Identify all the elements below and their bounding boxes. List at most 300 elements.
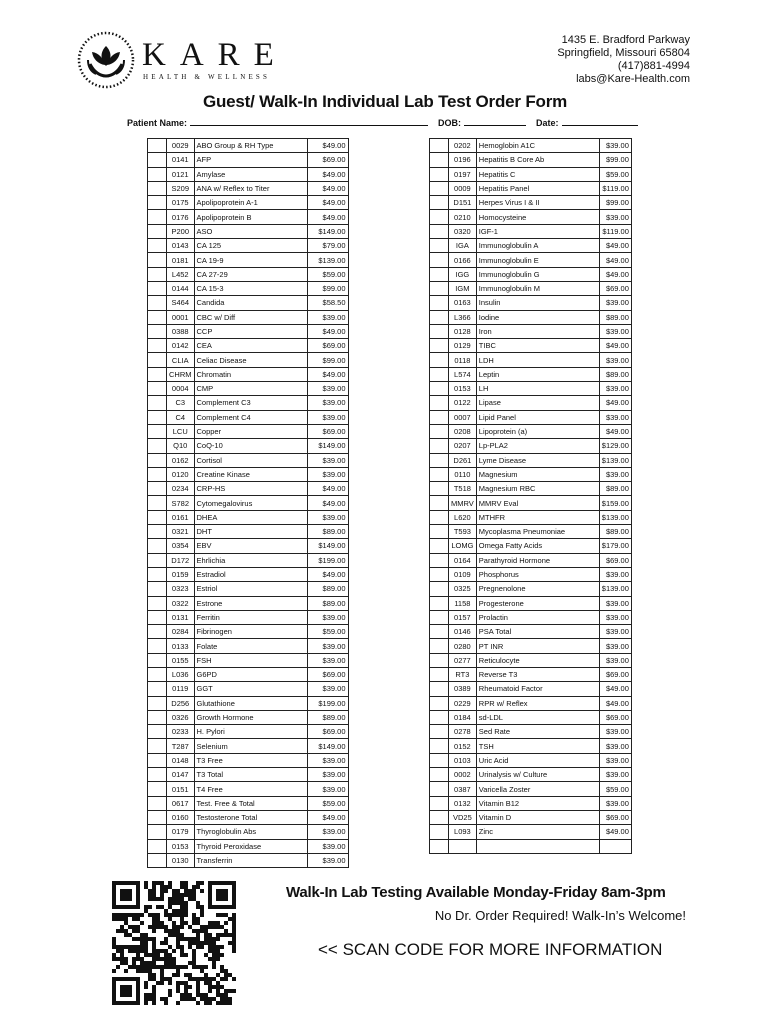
test-row [148,539,349,553]
test-name: Fibrinogen [194,625,307,639]
test-checkbox[interactable] [148,768,167,782]
test-checkbox[interactable] [430,610,449,624]
test-price: $49.00 [599,396,631,410]
test-name: DHEA [194,510,307,524]
test-price: $39.00 [599,768,631,782]
test-checkbox[interactable] [148,396,167,410]
test-price: $49.00 [599,682,631,696]
test-checkbox[interactable] [430,710,449,724]
test-checkbox[interactable] [148,253,167,267]
test-checkbox[interactable] [430,210,449,224]
test-row [430,396,632,410]
test-checkbox[interactable] [430,625,449,639]
test-row [148,382,349,396]
test-checkbox[interactable] [430,768,449,782]
test-name: Complement C4 [194,410,307,424]
test-name: Hemoglobin A1C [476,139,599,153]
test-price [599,839,631,853]
patient-name-field[interactable] [190,118,428,126]
test-code: 0163 [449,296,477,310]
test-price: $49.00 [599,696,631,710]
test-checkbox[interactable] [148,739,167,753]
test-row [148,782,349,796]
test-checkbox[interactable] [148,410,167,424]
test-row [148,510,349,524]
test-code: 0196 [449,153,477,167]
test-name: Hepatitis B Core Ab [476,153,599,167]
test-price: $59.00 [599,167,631,181]
test-code: 0323 [167,582,195,596]
test-row [148,424,349,438]
test-row [430,610,632,624]
test-checkbox[interactable] [148,539,167,553]
test-price: $39.00 [599,382,631,396]
test-price: $99.00 [307,281,348,295]
test-price: $49.00 [307,367,348,381]
test-row [148,810,349,824]
test-checkbox[interactable] [148,496,167,510]
test-name: LH [476,382,599,396]
test-name: Amylase [194,167,307,181]
test-name: CA 19-9 [194,253,307,267]
test-checkbox[interactable] [430,782,449,796]
test-row [430,525,632,539]
test-code [449,839,477,853]
test-price: $89.00 [599,525,631,539]
email-address: labs@Kare-Health.com [576,73,690,85]
test-checkbox[interactable] [148,439,167,453]
test-price: $39.00 [307,839,348,853]
test-checkbox[interactable] [148,596,167,610]
test-name: CMP [194,382,307,396]
test-price: $69.00 [307,153,348,167]
test-name: Insulin [476,296,599,310]
test-row [430,768,632,782]
qr-code[interactable] [112,880,236,1006]
test-code: 0151 [167,782,195,796]
test-checkbox[interactable] [430,224,449,238]
test-row [148,610,349,624]
test-code: 0120 [167,467,195,481]
test-price: $59.00 [307,796,348,810]
test-price: $149.00 [307,439,348,453]
test-name: Growth Hormone [194,710,307,724]
lotus-hands-icon [76,30,136,90]
test-checkbox[interactable] [148,424,167,438]
test-price: $129.00 [599,439,631,453]
test-checkbox[interactable] [430,181,449,195]
test-row [148,553,349,567]
test-checkbox[interactable] [430,410,449,424]
test-checkbox[interactable] [148,467,167,481]
test-name: Parathyroid Hormone [476,553,599,567]
test-row [148,167,349,181]
test-row [148,296,349,310]
test-price: $49.00 [307,181,348,195]
dob-label: DOB: [438,118,462,128]
test-checkbox[interactable] [148,324,167,338]
test-price: $49.00 [307,210,348,224]
test-row [148,839,349,853]
test-price: $99.00 [599,153,631,167]
test-checkbox[interactable] [148,239,167,253]
test-code: S782 [167,496,195,510]
test-price: $39.00 [599,796,631,810]
test-row [148,396,349,410]
test-row [148,267,349,281]
test-row [148,710,349,724]
test-code: 0280 [449,639,477,653]
test-name: Creatine Kinase [194,467,307,481]
test-checkbox[interactable] [148,553,167,567]
test-name: FSH [194,653,307,667]
test-code: 0207 [449,439,477,453]
test-price: $39.00 [599,139,631,153]
test-code: 0202 [449,139,477,153]
test-code: 1158 [449,596,477,610]
test-checkbox[interactable] [148,382,167,396]
test-name: Test. Free & Total [194,796,307,810]
test-checkbox[interactable] [148,167,167,181]
test-price: $89.00 [599,367,631,381]
test-name: Uric Acid [476,753,599,767]
test-price: $49.00 [599,339,631,353]
test-price: $49.00 [599,253,631,267]
test-row [430,753,632,767]
test-name: Celiac Disease [194,353,307,367]
test-checkbox[interactable] [148,782,167,796]
test-code: 0133 [167,639,195,653]
test-name: Ferritin [194,610,307,624]
test-checkbox[interactable] [430,525,449,539]
test-row [148,310,349,324]
test-row [430,825,632,839]
test-price: $199.00 [307,696,348,710]
test-checkbox[interactable] [148,682,167,696]
test-checkbox[interactable] [430,682,449,696]
test-code: S209 [167,181,195,195]
test-name: CA 125 [194,239,307,253]
test-row [148,825,349,839]
test-checkbox[interactable] [148,510,167,524]
test-name: Lyme Disease [476,453,599,467]
dob-field[interactable] [464,118,526,126]
test-name: ASO [194,224,307,238]
test-checkbox[interactable] [148,181,167,195]
test-checkbox[interactable] [430,396,449,410]
test-code: VD25 [449,810,477,824]
test-row [430,582,632,596]
test-checkbox[interactable] [430,810,449,824]
test-name: Omega Fatty Acids [476,539,599,553]
test-checkbox[interactable] [430,667,449,681]
test-name: Folate [194,639,307,653]
test-price: $39.00 [307,768,348,782]
test-checkbox[interactable] [430,267,449,281]
test-code: 0387 [449,782,477,796]
test-checkbox[interactable] [430,582,449,596]
test-checkbox[interactable] [148,653,167,667]
test-checkbox[interactable] [430,239,449,253]
test-checkbox[interactable] [148,224,167,238]
test-checkbox[interactable] [148,582,167,596]
test-code: 0161 [167,510,195,524]
test-code: 0277 [449,653,477,667]
test-row [148,525,349,539]
test-name: Reticulocyte [476,653,599,667]
test-checkbox[interactable] [430,753,449,767]
test-name: Apolipoprotein A-1 [194,196,307,210]
test-checkbox[interactable] [430,496,449,510]
test-checkbox[interactable] [148,639,167,653]
test-checkbox[interactable] [430,453,449,467]
test-name: Rheumatoid Factor [476,682,599,696]
test-name: Hepatitis Panel [476,181,599,195]
test-checkbox[interactable] [148,353,167,367]
test-checkbox[interactable] [148,610,167,624]
test-code: 0162 [167,453,195,467]
test-checkbox[interactable] [148,696,167,710]
test-price: $39.00 [307,467,348,481]
test-code: 0001 [167,310,195,324]
test-checkbox[interactable] [148,339,167,353]
test-code: 0002 [449,768,477,782]
test-price: $89.00 [307,582,348,596]
test-checkbox[interactable] [148,196,167,210]
test-price: $39.00 [307,453,348,467]
test-code: 0388 [167,324,195,338]
test-checkbox[interactable] [430,310,449,324]
test-row [148,253,349,267]
test-checkbox[interactable] [148,267,167,281]
test-checkbox[interactable] [430,696,449,710]
test-checkbox[interactable] [430,796,449,810]
test-checkbox[interactable] [148,839,167,853]
test-code: 0181 [167,253,195,267]
test-checkbox[interactable] [148,296,167,310]
test-code: 0176 [167,210,195,224]
test-name: PSA Total [476,625,599,639]
test-checkbox[interactable] [430,167,449,181]
test-checkbox[interactable] [148,310,167,324]
test-price: $99.00 [599,196,631,210]
test-checkbox[interactable] [430,482,449,496]
test-checkbox[interactable] [148,210,167,224]
test-checkbox[interactable] [430,825,449,839]
test-row [148,567,349,581]
test-code: 0322 [167,596,195,610]
test-checkbox[interactable] [430,253,449,267]
test-checkbox[interactable] [430,196,449,210]
test-name: Cytomegalovirus [194,496,307,510]
test-checkbox[interactable] [430,367,449,381]
test-name: Cortisol [194,453,307,467]
test-checkbox[interactable] [430,839,449,853]
test-checkbox[interactable] [430,596,449,610]
test-code: 0004 [167,382,195,396]
test-price: $49.00 [599,239,631,253]
test-price: $49.00 [307,196,348,210]
test-row [148,768,349,782]
test-name: Herpes Virus I & II [476,196,599,210]
test-checkbox[interactable] [148,139,167,153]
test-price: $99.00 [307,353,348,367]
test-price: $39.00 [599,739,631,753]
test-code: 0118 [449,353,477,367]
test-name: Estriol [194,582,307,596]
test-row [148,753,349,767]
test-name: EBV [194,539,307,553]
test-price: $199.00 [307,553,348,567]
test-row [430,139,632,153]
test-checkbox[interactable] [430,324,449,338]
test-checkbox[interactable] [430,639,449,653]
test-row [148,210,349,224]
test-code: 0144 [167,281,195,295]
test-checkbox[interactable] [148,453,167,467]
test-row [148,453,349,467]
test-checkbox[interactable] [430,296,449,310]
test-price: $39.00 [599,596,631,610]
test-checkbox[interactable] [430,382,449,396]
test-price: $39.00 [599,296,631,310]
test-row [430,496,632,510]
test-name: Progesterone [476,596,599,610]
test-checkbox[interactable] [148,667,167,681]
test-checkbox[interactable] [148,796,167,810]
test-price: $39.00 [307,639,348,653]
test-name: Vitamin D [476,810,599,824]
test-row [430,367,632,381]
test-price: $69.00 [599,553,631,567]
test-row [148,639,349,653]
test-price: $39.00 [307,782,348,796]
test-checkbox[interactable] [430,739,449,753]
test-checkbox[interactable] [430,725,449,739]
test-price: $39.00 [307,853,348,867]
test-checkbox[interactable] [148,153,167,167]
test-code: 0234 [167,482,195,496]
test-price: $49.00 [307,482,348,496]
test-code: 0007 [449,410,477,424]
test-code: 0153 [449,382,477,396]
test-checkbox[interactable] [148,825,167,839]
test-checkbox[interactable] [148,567,167,581]
test-name: sd-LDL [476,710,599,724]
test-price: $39.00 [307,310,348,324]
test-checkbox[interactable] [430,353,449,367]
test-name: IGF-1 [476,224,599,238]
test-price: $49.00 [307,567,348,581]
test-checkbox[interactable] [430,653,449,667]
test-checkbox[interactable] [148,810,167,824]
test-code: 0148 [167,753,195,767]
test-code: T287 [167,739,195,753]
test-checkbox[interactable] [148,853,167,867]
test-checkbox[interactable] [430,553,449,567]
test-code: LCU [167,424,195,438]
test-name: T3 Free [194,753,307,767]
test-name: Estrone [194,596,307,610]
test-checkbox[interactable] [430,539,449,553]
test-code: 0128 [449,324,477,338]
test-code: D256 [167,696,195,710]
test-code: 0129 [449,339,477,353]
test-checkbox[interactable] [430,339,449,353]
test-checkbox[interactable] [430,153,449,167]
test-name: Lipase [476,396,599,410]
test-price: $39.00 [307,510,348,524]
kare-logo [76,30,288,90]
test-code: 0179 [167,825,195,839]
test-row [430,482,632,496]
test-checkbox[interactable] [430,467,449,481]
test-row [148,467,349,481]
test-checkbox[interactable] [430,424,449,438]
test-checkbox[interactable] [430,139,449,153]
test-row [148,682,349,696]
phone-number: (417)881-4994 [617,60,690,72]
test-code: CHRM [167,367,195,381]
test-price: $139.00 [599,453,631,467]
test-row [148,625,349,639]
test-price: $89.00 [599,310,631,324]
test-name: Glutathione [194,696,307,710]
test-code: IGG [449,267,477,281]
test-checkbox[interactable] [148,710,167,724]
test-checkbox[interactable] [148,725,167,739]
test-checkbox[interactable] [148,753,167,767]
test-code: 0142 [167,339,195,353]
test-row [148,653,349,667]
test-code: RT3 [449,667,477,681]
test-row [148,339,349,353]
test-row [430,382,632,396]
date-field[interactable] [562,118,638,126]
test-price: $39.00 [599,653,631,667]
test-checkbox[interactable] [430,567,449,581]
test-row [148,853,349,867]
test-checkbox[interactable] [430,510,449,524]
test-checkbox[interactable] [430,439,449,453]
test-name: DHT [194,525,307,539]
test-price: $49.00 [599,424,631,438]
test-name: CRP-HS [194,482,307,496]
test-code: 0160 [167,810,195,824]
test-price: $39.00 [599,625,631,639]
test-row [430,439,632,453]
test-row [430,839,632,853]
test-price: $58.50 [307,296,348,310]
test-checkbox[interactable] [148,525,167,539]
date-label: Date: [536,118,559,128]
contact-block [557,34,690,86]
test-checkbox[interactable] [148,482,167,496]
test-row [148,153,349,167]
test-row [430,224,632,238]
test-code: 0184 [449,710,477,724]
test-name: Transferrin [194,853,307,867]
test-code: 0009 [449,181,477,195]
test-checkbox[interactable] [148,281,167,295]
test-checkbox[interactable] [430,281,449,295]
test-code: 0617 [167,796,195,810]
test-checkbox[interactable] [148,367,167,381]
test-checkbox[interactable] [148,625,167,639]
test-name: Thyroid Peroxidase [194,839,307,853]
test-row [430,796,632,810]
test-code: 0157 [449,610,477,624]
